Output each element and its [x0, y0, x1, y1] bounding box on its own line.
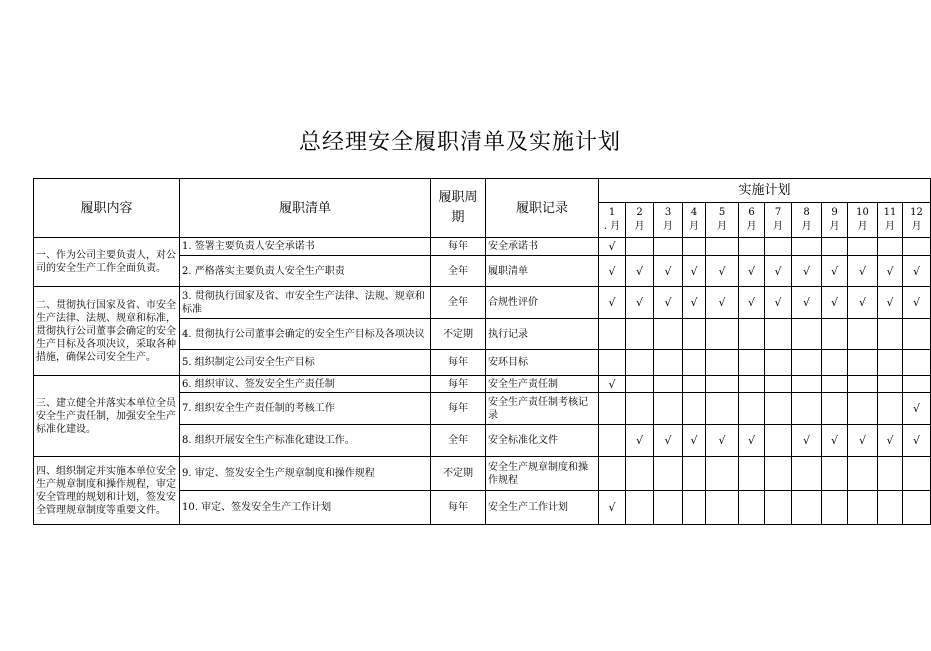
- check-mark: [683, 393, 706, 425]
- check-mark: √: [878, 256, 903, 287]
- duty-period: 不定期: [431, 319, 486, 350]
- check-mark: [654, 238, 683, 256]
- check-mark: √: [739, 425, 765, 457]
- duty-item: 7. 组织安全生产责任制的考核工作: [180, 393, 431, 425]
- check-mark: [792, 457, 822, 491]
- month-number: 12: [910, 207, 923, 218]
- header-record: 履职记录: [486, 179, 599, 238]
- duty-period: 全年: [431, 256, 486, 287]
- check-mark: [599, 393, 626, 425]
- duty-period: 不定期: [431, 457, 486, 491]
- check-mark: [706, 457, 739, 491]
- check-mark: √: [683, 256, 706, 287]
- duty-record: 安全标准化文件: [486, 425, 599, 457]
- duty-item: 4. 贯彻执行公司董事会确定的安全生产目标及各项决议: [180, 319, 431, 350]
- check-mark: [739, 319, 765, 350]
- duty-item: 10. 审定、签发安全生产工作计划: [180, 491, 431, 525]
- duty-content: 二、贯彻执行国家及省、市安全生产法律、法规、规章和标准，贯彻执行公司董事会确定的安全生产目标及各项决议，采取各种措施，确保公司安全生产。: [34, 287, 180, 376]
- check-mark: [878, 393, 903, 425]
- check-mark: √: [626, 425, 654, 457]
- month-header: [792, 203, 822, 238]
- month-unit: 月: [634, 221, 645, 232]
- check-mark: √: [599, 256, 626, 287]
- check-mark: √: [706, 425, 739, 457]
- check-mark: [654, 393, 683, 425]
- check-mark: [654, 350, 683, 376]
- check-mark: [878, 350, 903, 376]
- check-mark: [739, 393, 765, 425]
- check-mark: √: [706, 256, 739, 287]
- check-mark: [822, 393, 848, 425]
- check-mark: √: [599, 491, 626, 525]
- duty-period: 每年: [431, 238, 486, 256]
- month-unit: 月: [773, 221, 783, 232]
- month-header: [654, 203, 683, 238]
- check-mark: [683, 319, 706, 350]
- duty-period: 每年: [431, 491, 486, 525]
- duty-record: 安全生产责任制考核记录: [486, 393, 599, 425]
- month-unit: 月: [885, 221, 895, 232]
- month-unit: 月: [663, 221, 673, 232]
- check-mark: √: [599, 238, 626, 256]
- table-row: [34, 238, 931, 256]
- month-number: 7: [774, 207, 782, 218]
- table-row: [34, 457, 931, 491]
- check-mark: √: [654, 287, 683, 319]
- table-row: [34, 376, 931, 393]
- check-mark: √: [739, 287, 765, 319]
- check-mark: [792, 393, 822, 425]
- duty-record: 合规性评价: [486, 287, 599, 319]
- header-content: 履职内容: [34, 179, 180, 238]
- check-mark: √: [848, 287, 878, 319]
- check-mark: [599, 319, 626, 350]
- check-mark: √: [792, 287, 822, 319]
- check-mark: [765, 425, 792, 457]
- check-mark: [792, 319, 822, 350]
- check-mark: [765, 393, 792, 425]
- check-mark: [626, 238, 654, 256]
- check-mark: [765, 238, 792, 256]
- check-mark: √: [878, 425, 903, 457]
- page-title: 总经理安全履职清单及实施计划: [298, 130, 621, 155]
- month-unit: 月: [829, 221, 840, 232]
- check-mark: [848, 393, 878, 425]
- duty-item: 3. 贯彻执行国家及省、市安全生产法律、法规、规章和标准: [180, 287, 431, 319]
- check-mark: [822, 238, 848, 256]
- check-mark: [626, 319, 654, 350]
- month-number: 8: [803, 207, 810, 218]
- check-mark: [654, 319, 683, 350]
- check-mark: √: [822, 256, 848, 287]
- check-mark: √: [626, 287, 654, 319]
- check-mark: [878, 376, 903, 393]
- month-unit: 月: [911, 221, 922, 232]
- table-row: [34, 287, 931, 319]
- check-mark: [739, 350, 765, 376]
- month-number: 6: [748, 207, 755, 218]
- check-mark: [822, 350, 848, 376]
- check-mark: [903, 457, 931, 491]
- check-mark: [599, 350, 626, 376]
- duty-record: 安全生产工作计划: [486, 491, 599, 525]
- check-mark: [599, 457, 626, 491]
- check-mark: [765, 350, 792, 376]
- month-header: [765, 203, 792, 238]
- check-mark: √: [903, 287, 931, 319]
- check-mark: [765, 319, 792, 350]
- month-header: [878, 203, 903, 238]
- check-mark: [878, 238, 903, 256]
- check-mark: [626, 350, 654, 376]
- duty-content: 三、建立健全并落实本单位全员安全生产责任制，加强安全生产标准化建设。: [34, 376, 180, 457]
- month-header: [822, 203, 848, 238]
- check-mark: [848, 376, 878, 393]
- check-mark: [654, 491, 683, 525]
- duty-period: 全年: [431, 425, 486, 457]
- month-number: 9: [831, 207, 838, 218]
- check-mark: [654, 457, 683, 491]
- check-mark: [739, 238, 765, 256]
- check-mark: √: [654, 256, 683, 287]
- month-unit: 月: [689, 221, 699, 232]
- check-mark: [822, 319, 848, 350]
- check-mark: [706, 491, 739, 525]
- check-mark: [903, 376, 931, 393]
- month-unit: 月: [746, 221, 757, 232]
- check-mark: [848, 319, 878, 350]
- check-mark: [739, 491, 765, 525]
- check-mark: [822, 491, 848, 525]
- check-mark: [683, 491, 706, 525]
- check-mark: √: [626, 256, 654, 287]
- check-mark: √: [848, 425, 878, 457]
- check-mark: [903, 319, 931, 350]
- month-number: 2: [636, 207, 643, 218]
- check-mark: [822, 376, 848, 393]
- check-mark: [683, 238, 706, 256]
- check-mark: [878, 491, 903, 525]
- check-mark: √: [848, 256, 878, 287]
- check-mark: [626, 457, 654, 491]
- header-period: 履职周期: [431, 179, 486, 238]
- month-header: [626, 203, 654, 238]
- month-number: 3: [664, 207, 672, 218]
- check-mark: [706, 376, 739, 393]
- duty-item: 1. 签署主要负责人安全承诺书: [180, 238, 431, 256]
- duty-period: 每年: [431, 350, 486, 376]
- month-number: 1: [608, 207, 616, 218]
- check-mark: [822, 457, 848, 491]
- month-number: 11: [883, 207, 897, 218]
- duty-item: 8. 组织开展安全生产标准化建设工作。: [180, 425, 431, 457]
- check-mark: [739, 457, 765, 491]
- check-mark: [765, 457, 792, 491]
- check-mark: [765, 491, 792, 525]
- duty-item: 6. 组织审议、签发安全生产责任制: [180, 376, 431, 393]
- check-mark: [848, 238, 878, 256]
- check-mark: √: [654, 425, 683, 457]
- check-mark: [683, 376, 706, 393]
- check-mark: [903, 491, 931, 525]
- check-mark: √: [822, 425, 848, 457]
- check-mark: [654, 376, 683, 393]
- month-number: 4: [690, 207, 698, 218]
- check-mark: √: [765, 256, 792, 287]
- check-mark: [878, 457, 903, 491]
- check-mark: √: [765, 287, 792, 319]
- check-mark: [792, 491, 822, 525]
- check-mark: [706, 319, 739, 350]
- month-unit: . 月: [603, 221, 621, 232]
- duty-period: 全年: [431, 287, 486, 319]
- duty-record: 安全生产规章制度和操作规程: [486, 457, 599, 491]
- duty-record: 履职清单: [486, 256, 599, 287]
- check-mark: [626, 376, 654, 393]
- duty-record: 安全生产责任制: [486, 376, 599, 393]
- duty-record: 安全承诺书: [486, 238, 599, 256]
- check-mark: √: [792, 256, 822, 287]
- check-mark: [683, 350, 706, 376]
- check-mark: √: [792, 425, 822, 457]
- duty-period: 每年: [431, 393, 486, 425]
- duty-item: 5. 组织制定公司安全生产目标: [180, 350, 431, 376]
- header-plan: 实施计划: [599, 179, 931, 203]
- duty-table: [33, 178, 931, 525]
- check-mark: [792, 376, 822, 393]
- check-mark: √: [683, 287, 706, 319]
- check-mark: √: [903, 425, 931, 457]
- duty-item: 2. 严格落实主要负责人安全生产职责: [180, 256, 431, 287]
- month-unit: 月: [717, 221, 727, 232]
- duty-record: 安环目标: [486, 350, 599, 376]
- check-mark: [599, 425, 626, 457]
- month-header: [706, 203, 739, 238]
- check-mark: √: [903, 393, 931, 425]
- check-mark: √: [739, 256, 765, 287]
- check-mark: [848, 457, 878, 491]
- check-mark: √: [706, 287, 739, 319]
- month-header: [739, 203, 765, 238]
- check-mark: [706, 393, 739, 425]
- check-mark: [903, 350, 931, 376]
- check-mark: [792, 238, 822, 256]
- month-header: [848, 203, 878, 238]
- check-mark: [878, 319, 903, 350]
- check-mark: [626, 393, 654, 425]
- duty-content: 一、作为公司主要负责人，对公司的安全生产工作全面负责。: [34, 238, 180, 287]
- header-list: 履职清单: [180, 179, 431, 238]
- check-mark: √: [599, 376, 626, 393]
- check-mark: [683, 457, 706, 491]
- month-header: [903, 203, 931, 238]
- duty-item: 9. 审定、签发安全生产规章制度和操作规程: [180, 457, 431, 491]
- check-mark: [765, 376, 792, 393]
- check-mark: [626, 491, 654, 525]
- check-mark: √: [822, 287, 848, 319]
- check-mark: [903, 238, 931, 256]
- check-mark: [706, 238, 739, 256]
- duty-record: 执行记录: [486, 319, 599, 350]
- check-mark: √: [683, 425, 706, 457]
- check-mark: [739, 376, 765, 393]
- month-header: [683, 203, 706, 238]
- check-mark: [792, 350, 822, 376]
- duty-period: 每年: [431, 376, 486, 393]
- check-mark: [848, 491, 878, 525]
- check-mark: √: [903, 256, 931, 287]
- month-unit: 月: [801, 221, 812, 232]
- check-mark: [706, 350, 739, 376]
- check-mark: √: [599, 287, 626, 319]
- month-header: [599, 203, 626, 238]
- month-number: 10: [856, 207, 869, 218]
- duty-content: 四、组织制定并实施本单位安全生产规章制度和操作规程，审定安全管理的规划和计划，签发安全管理规章制度等重要文件。: [34, 457, 180, 525]
- month-unit: 月: [857, 221, 868, 232]
- check-mark: √: [878, 287, 903, 319]
- month-number: 5: [718, 207, 726, 218]
- check-mark: [848, 350, 878, 376]
